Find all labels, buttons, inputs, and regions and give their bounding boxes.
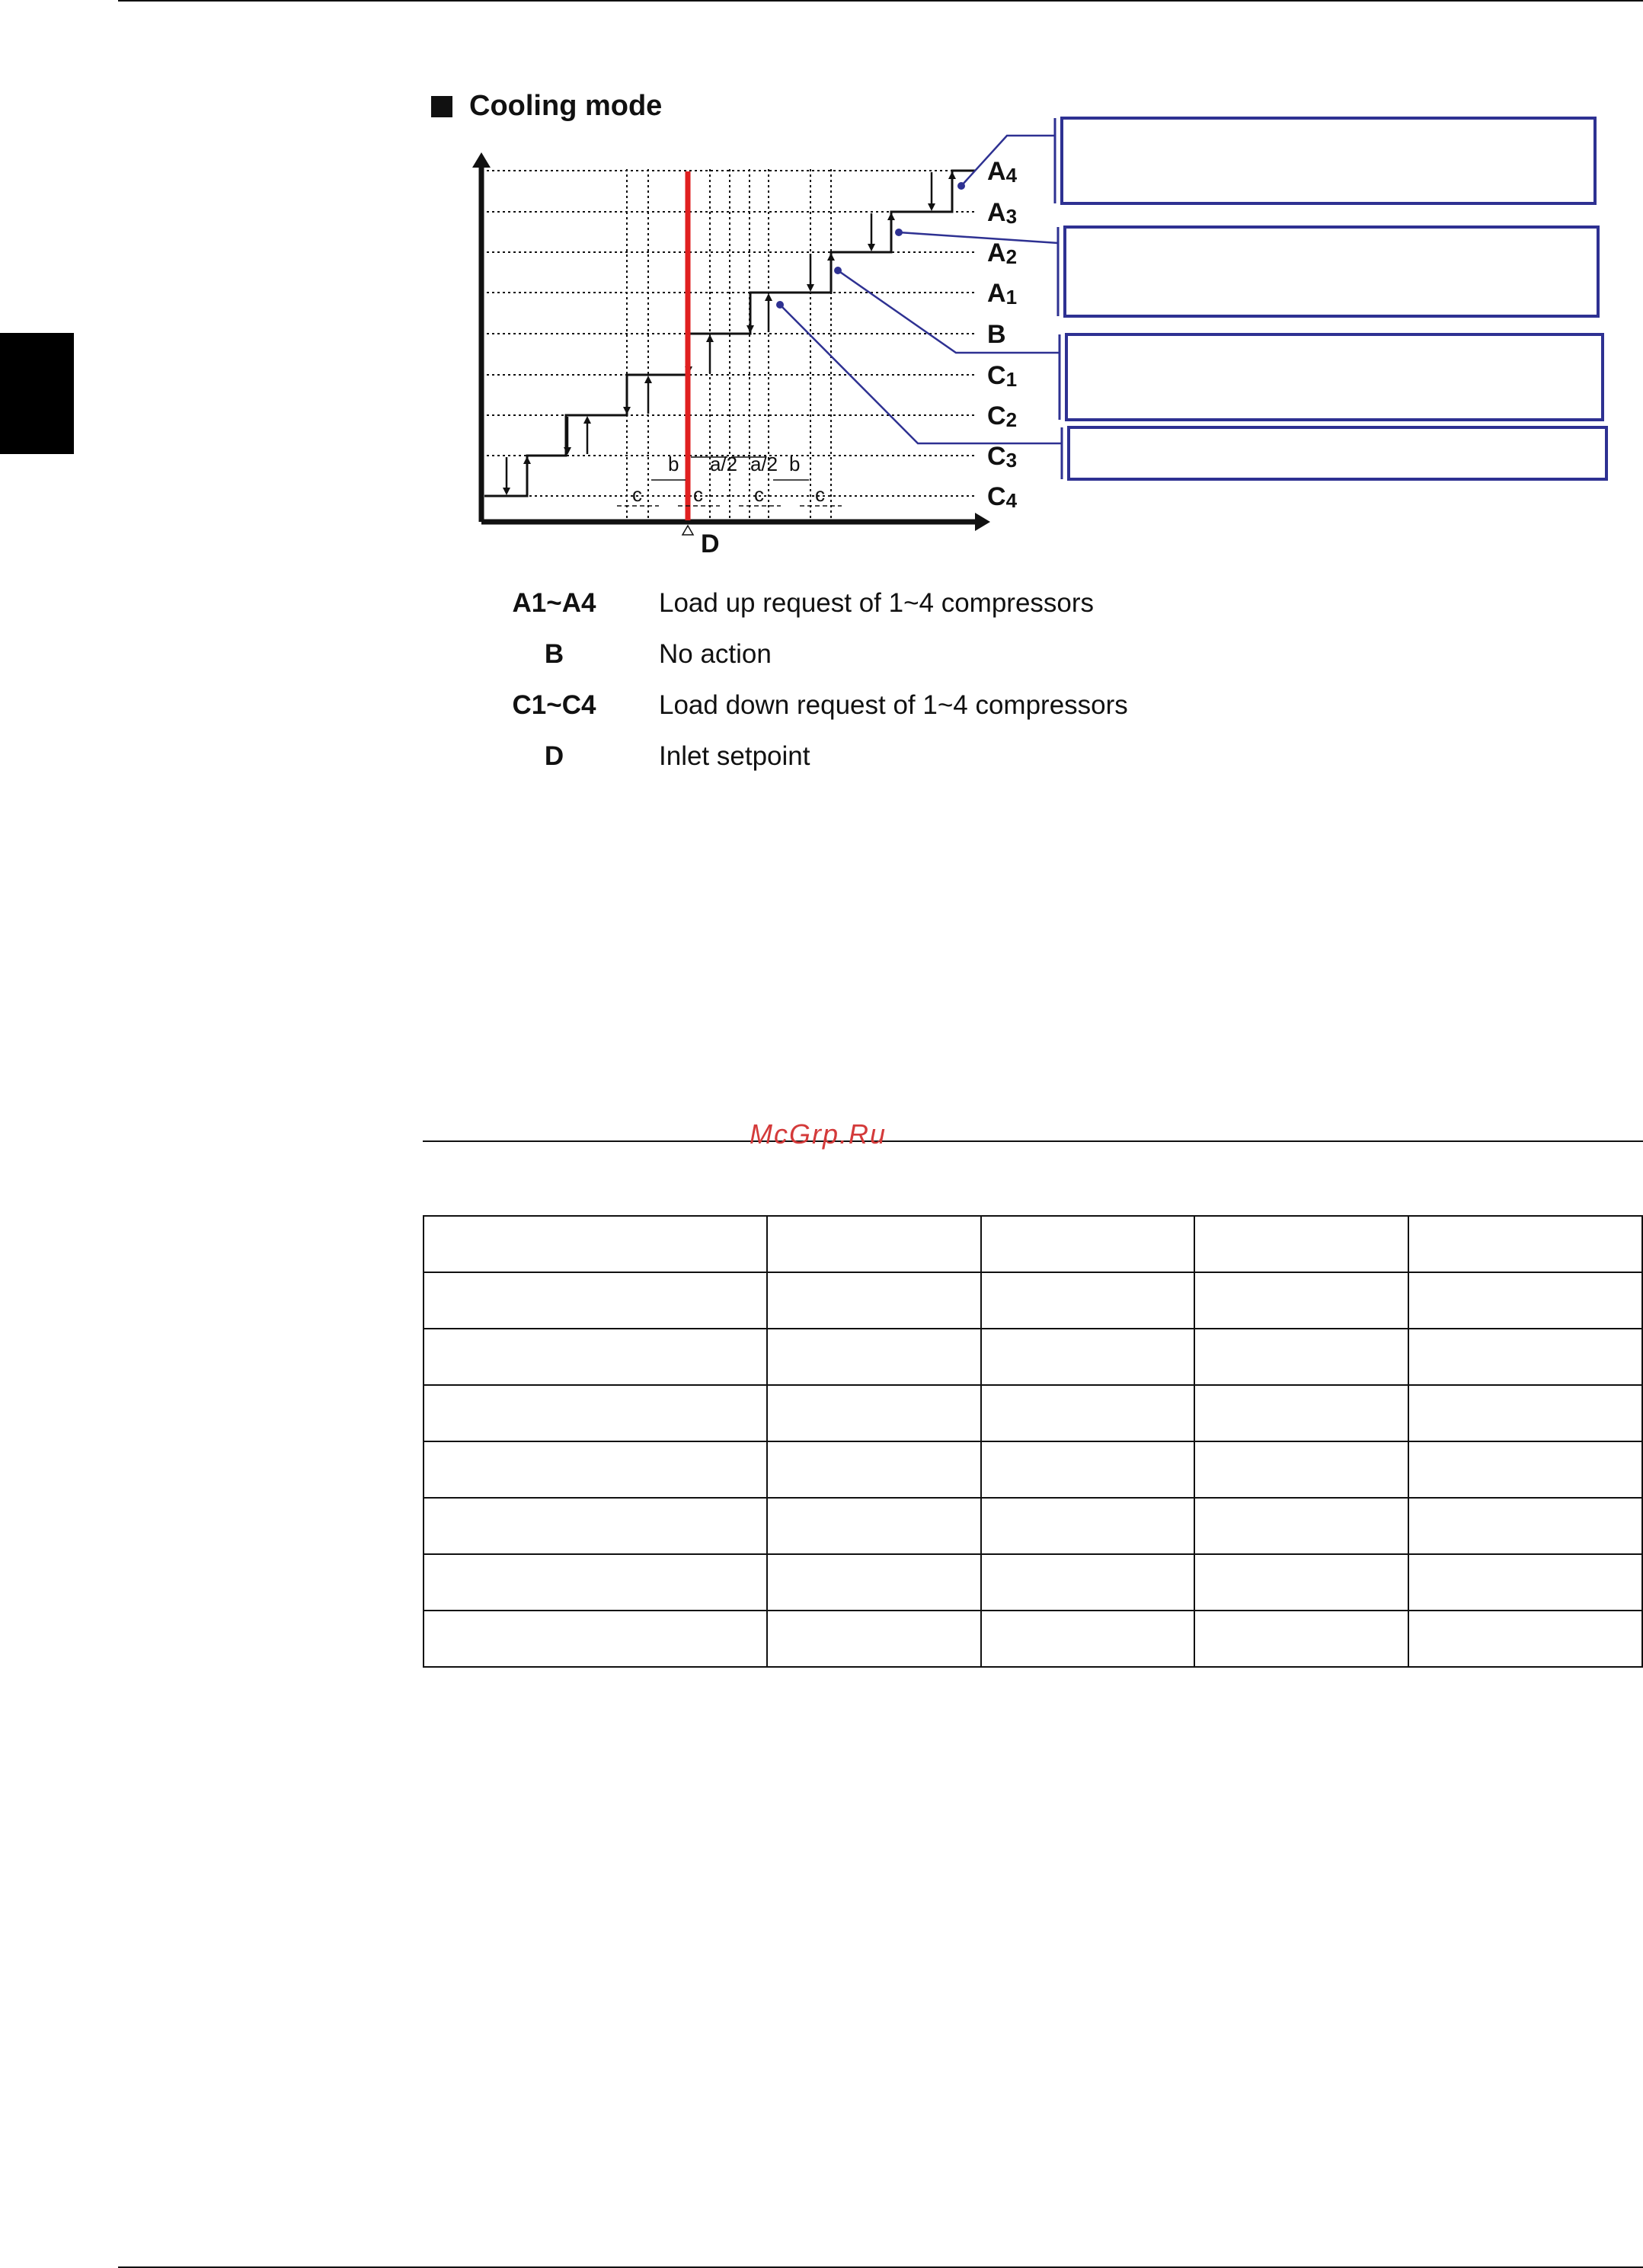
legend-key: A1~A4 (512, 587, 596, 618)
level-label-sub: 2 (1005, 408, 1018, 431)
table-cell (1408, 1385, 1642, 1441)
level-label-main: A (987, 238, 1006, 267)
callout-leader (899, 232, 1058, 243)
table-cell (1194, 1329, 1408, 1385)
level-label (987, 401, 1017, 431)
watermark-text: McGrp.Ru (750, 1118, 887, 1150)
cooling-mode-diagram (0, 0, 1643, 579)
legend-key: B (544, 638, 564, 669)
table-cell (981, 1554, 1194, 1611)
table-cell (981, 1498, 1194, 1554)
section-title: Cooling mode (469, 90, 663, 122)
level-label-sub: 1 (1005, 368, 1018, 391)
callout-box (1066, 334, 1603, 420)
level-label-main: C (987, 401, 1006, 430)
table-cell (767, 1329, 980, 1385)
level-label (987, 482, 1018, 512)
table-cell (767, 1498, 980, 1554)
legend-row (495, 731, 1128, 782)
callout-box (1062, 118, 1595, 203)
table-row (424, 1611, 1642, 1667)
table-cell (424, 1385, 767, 1441)
level-label-sub: 3 (1005, 449, 1018, 472)
table-cell (1408, 1554, 1642, 1611)
setpoint-marker-icon (682, 526, 693, 535)
table-cell (767, 1216, 980, 1272)
legend-row (495, 629, 1128, 680)
table-row (424, 1385, 1642, 1441)
level-label (987, 238, 1017, 268)
table-cell (767, 1441, 980, 1498)
table-cell (767, 1272, 980, 1329)
table-cell (1194, 1272, 1408, 1329)
legend-row (495, 680, 1128, 731)
table-cell (1408, 1611, 1642, 1667)
table-cell (424, 1216, 767, 1272)
level-label-main: A (987, 279, 1006, 308)
level-label-main: B (987, 320, 1006, 349)
dimension-label: b (668, 453, 679, 475)
table-cell (1194, 1498, 1408, 1554)
table-row (424, 1272, 1642, 1329)
level-label-sub: 1 (1005, 286, 1018, 309)
table-cell (767, 1554, 980, 1611)
dimension-label: b (789, 453, 801, 475)
callout-box (1069, 427, 1606, 479)
table-row (424, 1498, 1642, 1554)
table-cell (981, 1272, 1194, 1329)
table-cell (1194, 1554, 1408, 1611)
callout-box (1065, 227, 1598, 316)
level-label-sub: 3 (1005, 205, 1018, 228)
callout-pointer-icon (895, 229, 903, 236)
table-cell (1408, 1272, 1642, 1329)
spacing-label: c (754, 483, 764, 506)
legend-description: No action (659, 638, 772, 669)
table-row (424, 1329, 1642, 1385)
table-cell (981, 1329, 1194, 1385)
table-cell (424, 1441, 767, 1498)
empty-table (423, 1215, 1643, 1668)
callout-pointer-icon (776, 301, 784, 309)
table-cell (424, 1329, 767, 1385)
callout-leader (838, 270, 1060, 353)
level-label-sub: 4 (1005, 164, 1018, 187)
table-cell (424, 1498, 767, 1554)
table-cell (424, 1611, 767, 1667)
table-cell (1194, 1441, 1408, 1498)
table-row (424, 1216, 1642, 1272)
table-cell (767, 1385, 980, 1441)
level-label (987, 320, 1006, 349)
level-label-sub: 2 (1005, 245, 1018, 268)
level-label-main: C (987, 361, 1006, 390)
spacing-label: c (815, 483, 825, 506)
table-cell (1408, 1441, 1642, 1498)
dimension-label: a/2 (710, 453, 738, 475)
table-cell (981, 1385, 1194, 1441)
setpoint-label: D (701, 529, 720, 558)
table-cell (424, 1554, 767, 1611)
level-label (987, 361, 1017, 391)
level-label (987, 157, 1018, 187)
table-cell (981, 1611, 1194, 1667)
legend-description: Inlet setpoint (659, 741, 810, 771)
legend-key: C1~C4 (512, 689, 596, 720)
level-label-sub: 4 (1005, 489, 1018, 512)
legend-description: Load down request of 1~4 compressors (659, 689, 1128, 720)
table-cell (1408, 1216, 1642, 1272)
y-axis-arrow-icon (472, 152, 491, 168)
table-cell (1194, 1385, 1408, 1441)
table-row (424, 1441, 1642, 1498)
table-cell (981, 1216, 1194, 1272)
table-cell (1408, 1329, 1642, 1385)
spacing-label: c (632, 483, 642, 506)
level-label-main: C (987, 442, 1006, 471)
table-cell (1408, 1498, 1642, 1554)
legend (495, 577, 1128, 782)
table-cell (767, 1611, 980, 1667)
table-cell (1194, 1216, 1408, 1272)
level-label-main: A (987, 198, 1006, 227)
table-cell (424, 1272, 767, 1329)
callout-pointer-icon (957, 182, 965, 190)
table-row (424, 1554, 1642, 1611)
spacing-label: c (693, 483, 703, 506)
legend-row (495, 577, 1128, 629)
table-cell (1194, 1611, 1408, 1667)
legend-key: D (544, 741, 564, 771)
level-label-main: A (987, 157, 1006, 186)
x-axis-arrow-icon (975, 513, 990, 531)
level-label (987, 279, 1017, 309)
table-cell (981, 1441, 1194, 1498)
level-label (987, 442, 1017, 472)
level-label (987, 198, 1017, 228)
dimension-label: a/2 (750, 453, 778, 475)
callout-pointer-icon (834, 267, 842, 274)
legend-description: Load up request of 1~4 compressors (659, 587, 1095, 618)
section-divider (423, 1140, 1643, 1142)
level-label-main: C (987, 482, 1006, 511)
